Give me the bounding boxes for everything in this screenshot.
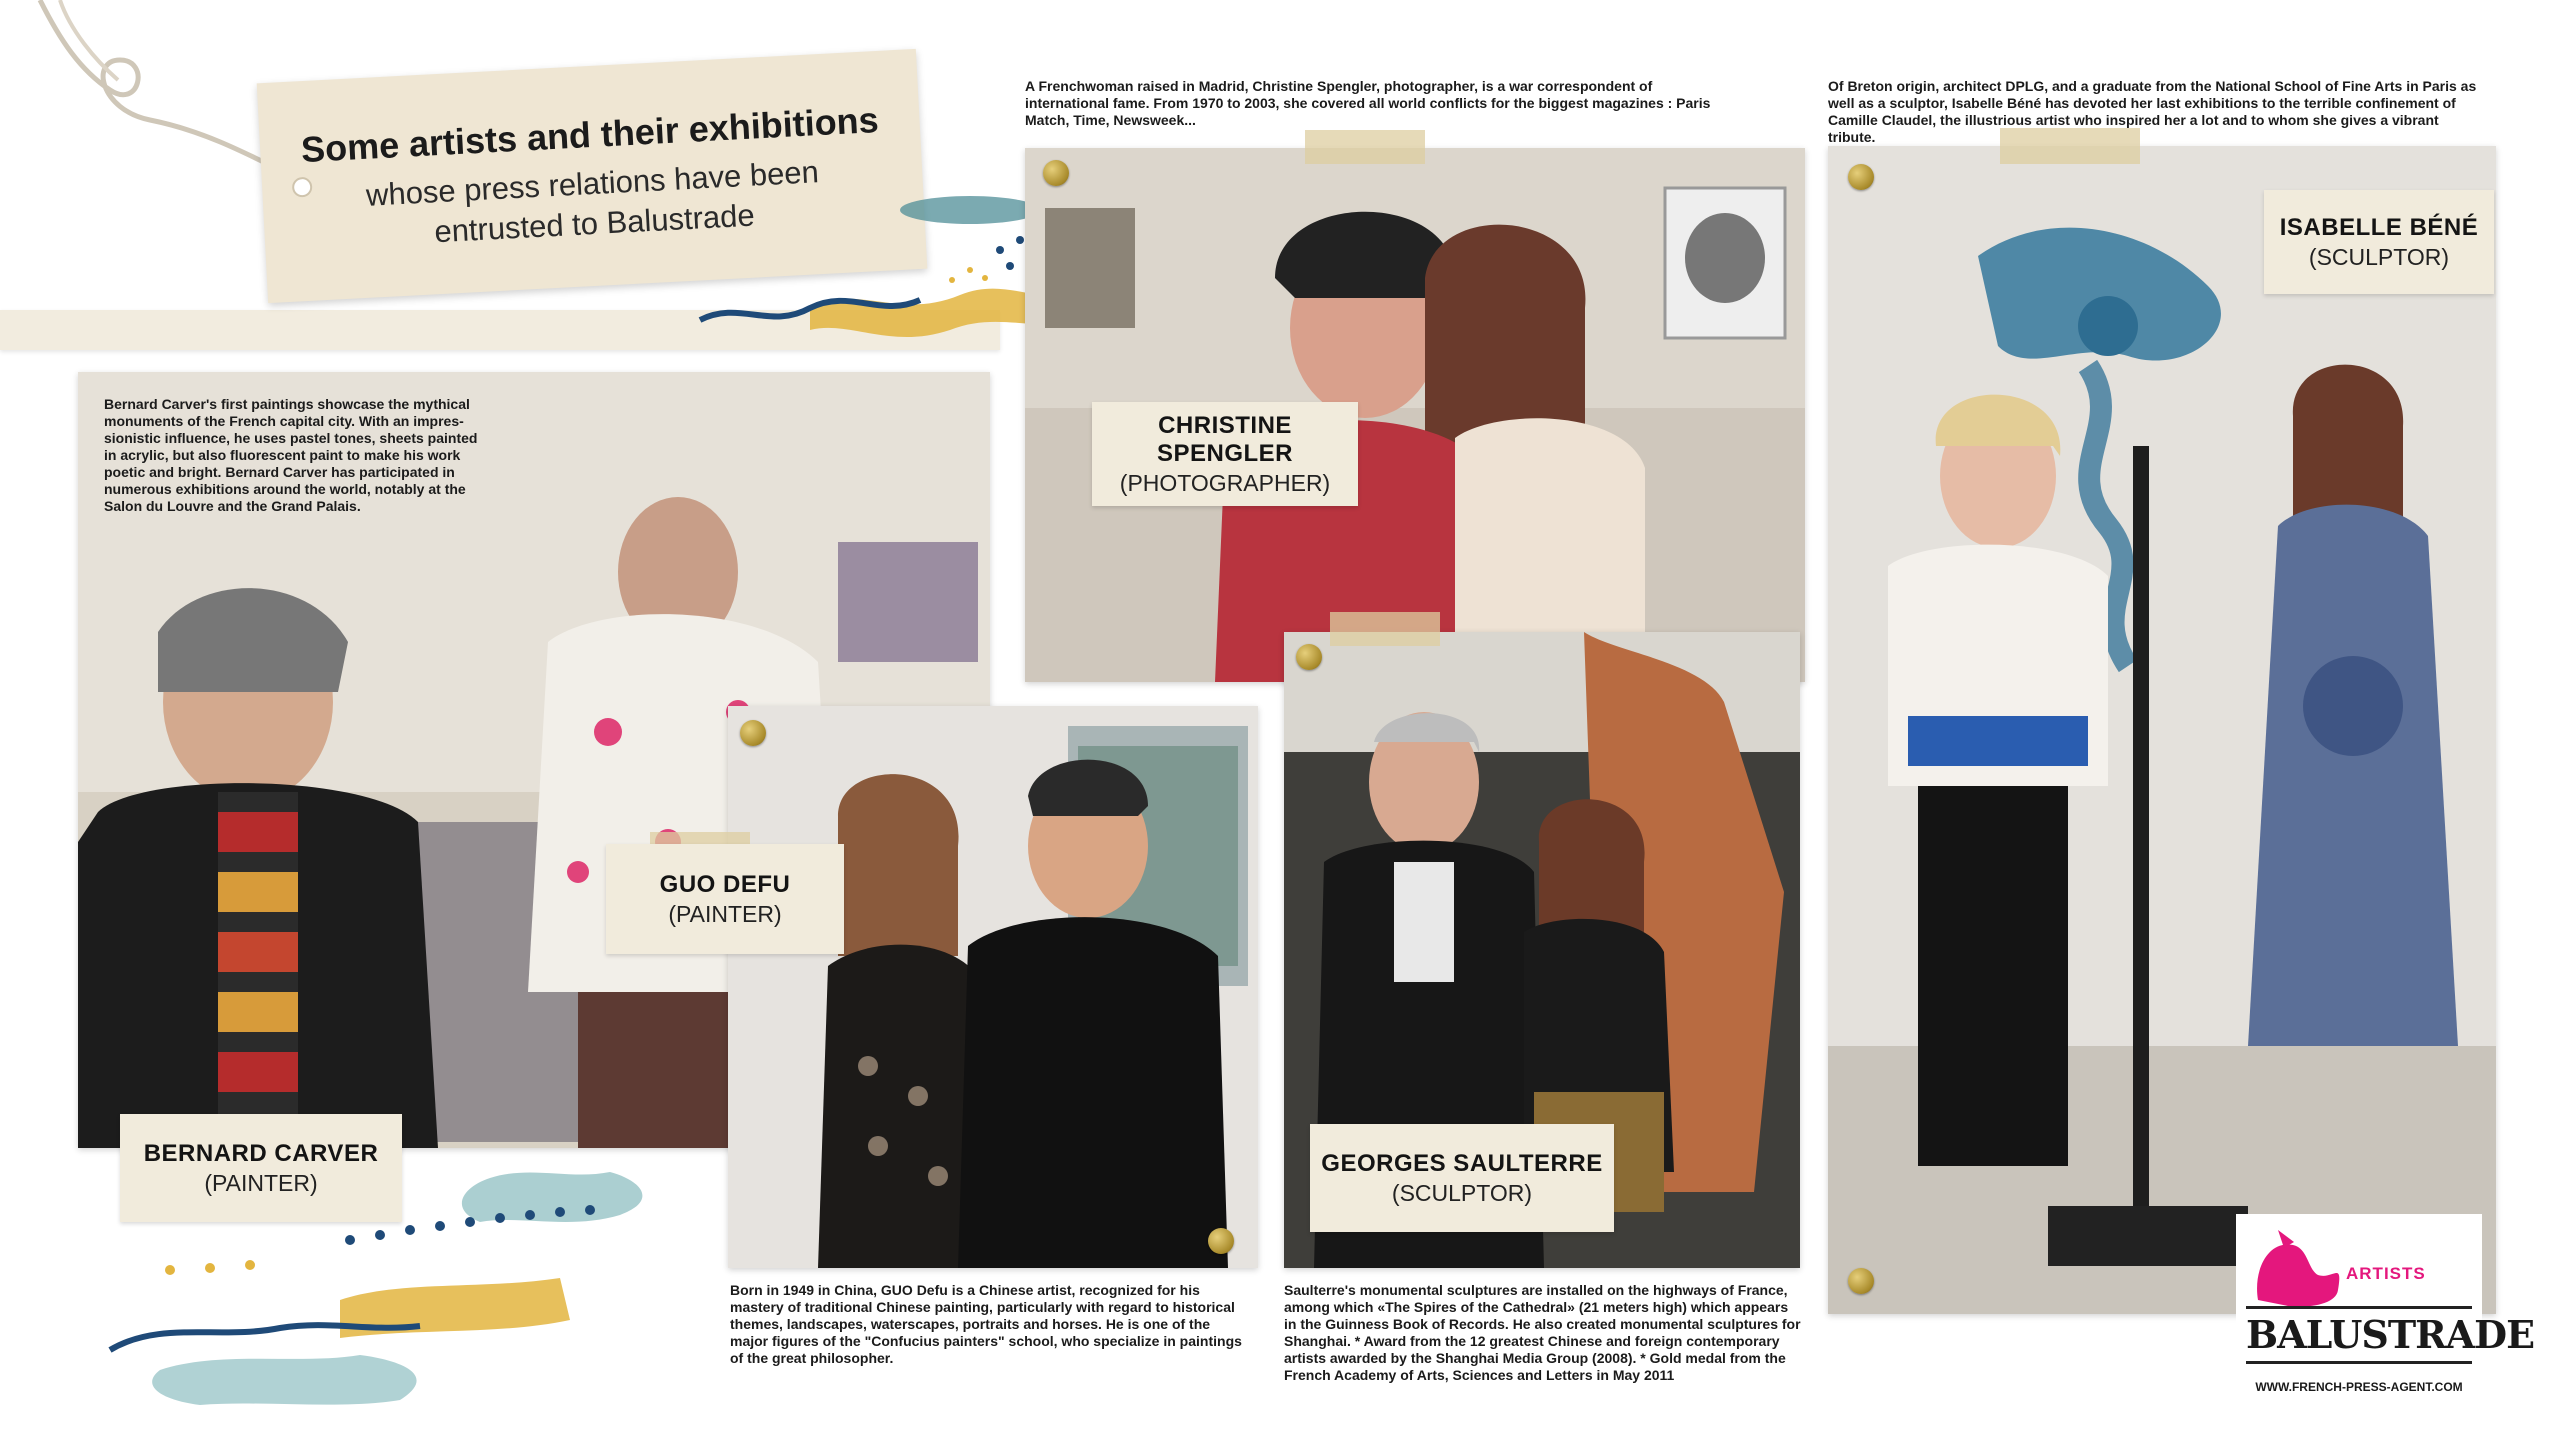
photo-isabelle-bene xyxy=(1828,146,2496,1314)
pin xyxy=(1043,160,1069,186)
cat-icon xyxy=(2248,1220,2348,1310)
page-title: Some artists and their exhibitions xyxy=(300,98,880,171)
label-isabelle-bene xyxy=(2264,190,2494,294)
pin xyxy=(740,720,766,746)
logo-tag: ARTISTS xyxy=(2346,1264,2426,1283)
carver-bio: Bernard Carver's first paintings showcase the mythical monuments of the French capital city. With an impres-sionistic influence, he uses pastel tones, sheets painted in acrylic, but also fluorescent paint to make his work poetic and bright. Bernard Carver has participated in numerous exhibitions around the world, notably at the Salon du Louvre and the Grand Palais. xyxy=(104,396,478,514)
pin xyxy=(1848,164,1874,190)
balustrade-logo xyxy=(2236,1214,2535,1404)
twine-decoration xyxy=(0,0,300,200)
artist-name: GUO DEFU xyxy=(659,870,791,898)
artist-role: (PHOTOGRAPHER) xyxy=(1119,469,1331,496)
artist-name: GEORGES SAULTERRE xyxy=(1321,1149,1603,1177)
bene-bio: Of Breton origin, architect DPLG, and a graduate from the National School of Fine Arts in Paris as well as a sculptor, Isabelle Béné has devoted her last exhibitions to the terrible confinement of Camille Claudel, the illustrious artist who inspired her a lot and to whom she gives a vibrant tribute. xyxy=(1828,78,2477,145)
page-subtitle-line1: whose press relations have been xyxy=(365,154,820,213)
tape xyxy=(1330,612,1440,646)
label-christine-spengler xyxy=(1092,402,1358,506)
label-guo-defu xyxy=(606,844,844,954)
artist-role: (SCULPTOR) xyxy=(2308,243,2450,270)
saulterre-bio: Saulterre's monumental sculptures are installed on the highways of France, among which «The Spires of the Cathedral» (21 meters high) which appears in the Guinness Book of Records. He also created monumental sculptures for Shanghai. * Award from the 12 greatest Chinese and foreign contemporary artists awarded by the Shanghai Media Group (2008). * Gold medal from the French Academy of Arts, Sciences and Letters in May 2011 xyxy=(1284,1282,1801,1383)
pin xyxy=(1296,644,1322,670)
artist-role: (PAINTER) xyxy=(668,900,782,927)
logo-url: WWW.FRENCH-PRESS-AGENT.COM xyxy=(2255,1380,2463,1394)
artist-name: CHRISTINE SPENGLER xyxy=(1156,411,1294,467)
spengler-bio: A Frenchwoman raised in Madrid, Christine Spengler, photographer, is a war correspondent of international fame. From 1970 to 2003, she covered all world conflicts for the biggest magazines : Paris Match, Time, Newsweek... xyxy=(1025,78,1711,128)
artist-name: BERNARD CARVER xyxy=(143,1139,379,1167)
pin xyxy=(1848,1268,1874,1294)
brush-strokes-bottom xyxy=(100,1160,700,1430)
label-georges-saulterre xyxy=(1310,1124,1614,1232)
artist-role: (PAINTER) xyxy=(204,1169,318,1196)
pin xyxy=(1208,1228,1234,1254)
artist-role: (SCULPTOR) xyxy=(1391,1179,1533,1206)
guo-bio: Born in 1949 in China, GUO Defu is a Chinese artist, recognized for his mastery of traditional Chinese painting, particularly with regard to historical themes, landscapes, waterscapes, portraits and horses. He is one of the major figures of the "Confucius painters" school, who specialize in paintings of the great philosopher. xyxy=(730,1282,1242,1366)
artist-name: ISABELLE BÉNÉ xyxy=(2279,213,2479,241)
tape xyxy=(1305,130,1425,164)
page-subtitle-line2: entrusted to Balustrade xyxy=(433,197,756,250)
tape xyxy=(2000,128,2140,164)
photo-guo-defu xyxy=(728,706,1258,1268)
logo-brand: BALUSTRADE xyxy=(2246,1306,2472,1364)
